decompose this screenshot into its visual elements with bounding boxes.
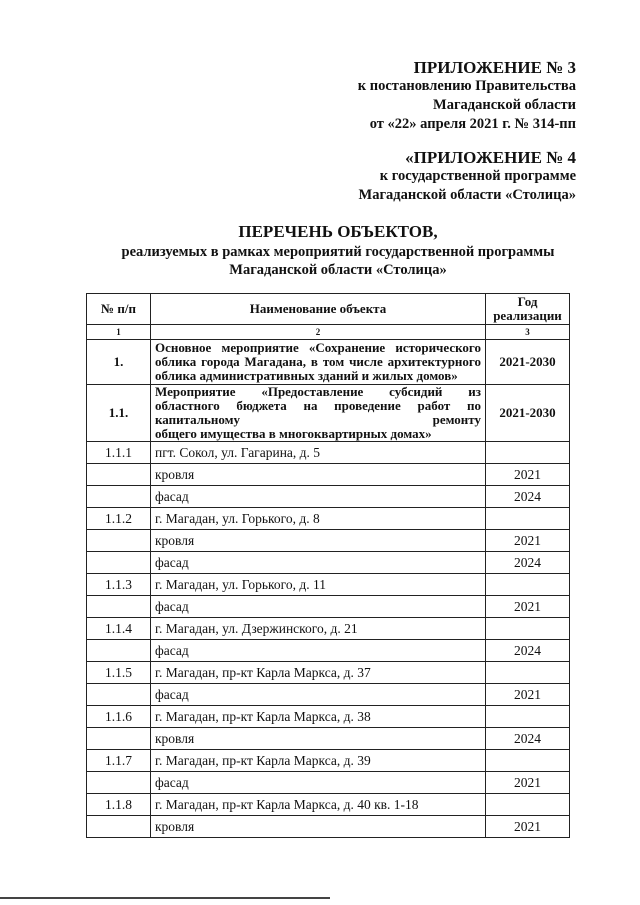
sub-activity-row <box>87 385 570 442</box>
appendix-3-line2: к постановлению Правительства <box>357 78 576 94</box>
sub-activity-name-l1: Мероприятие «Предоставление субсидий из областного <box>155 384 481 413</box>
row-name: г. Магадан, пр-кт Карла Маркса, д. 40 кв. 1-18 <box>151 794 486 816</box>
row-year: 2021 <box>486 530 570 552</box>
header-year-line1: Год <box>517 294 538 309</box>
main-activity-name-l1: Основное мероприятие «Сохранение исторического <box>155 340 481 355</box>
table-index-row <box>87 325 570 340</box>
row-name: кровля <box>151 728 486 750</box>
table-row <box>87 706 570 728</box>
document-subtitle-line1: реализуемых в рамках мероприятий государственной программы <box>121 244 555 260</box>
sub-activity-name-l3: общего имущества в многоквартирных домах» <box>155 426 432 441</box>
table-row <box>87 552 570 574</box>
row-year <box>486 508 570 530</box>
row-num: 1.1.8 <box>87 794 151 816</box>
row-num <box>87 486 151 508</box>
row-name: г. Магадан, ул. Горького, д. 11 <box>151 574 486 596</box>
row-num <box>87 684 151 706</box>
row-year <box>486 794 570 816</box>
table-row <box>87 596 570 618</box>
table-row <box>87 750 570 772</box>
table-header-row <box>87 294 570 325</box>
row-num: 1.1.3 <box>87 574 151 596</box>
table-row <box>87 618 570 640</box>
index-col-3: 3 <box>486 325 570 340</box>
row-num: 1.1.7 <box>87 750 151 772</box>
main-activity-name-l3: облика административных зданий и жилых домов» <box>155 368 458 383</box>
appendix-3-line3: Магаданской области <box>433 97 576 113</box>
header-year-line2: реализации <box>493 308 562 323</box>
document-title: ПЕРЕЧЕНЬ ОБЪЕКТОВ, <box>238 222 438 241</box>
sub-activity-name-l2: бюджета на проведение работ по капитальному ремонту <box>155 398 481 427</box>
table-row <box>87 640 570 662</box>
table-row <box>87 442 570 464</box>
sub-activity-num: 1.1. <box>87 385 151 442</box>
row-num <box>87 464 151 486</box>
row-year: 2024 <box>486 486 570 508</box>
index-col-1: 1 <box>87 325 151 340</box>
main-activity-name-l2: облика города Магадана, в том числе архитектурного <box>155 354 481 369</box>
row-num <box>87 640 151 662</box>
row-year: 2021 <box>486 596 570 618</box>
appendix-4-title: «ПРИЛОЖЕНИЕ № 4 <box>405 148 576 167</box>
row-year: 2024 <box>486 640 570 662</box>
document-subtitle-line2: Магаданской области «Столица» <box>229 262 447 278</box>
row-num: 1.1.6 <box>87 706 151 728</box>
table-row <box>87 728 570 750</box>
row-name: г. Магадан, пр-кт Карла Маркса, д. 39 <box>151 750 486 772</box>
row-year: 2021 <box>486 684 570 706</box>
row-year <box>486 706 570 728</box>
header-year <box>486 294 570 325</box>
row-year: 2021 <box>486 772 570 794</box>
row-num <box>87 552 151 574</box>
row-name: фасад <box>151 552 486 574</box>
appendix-3-line4: от «22» апреля 2021 г. № 314-пп <box>369 116 576 132</box>
row-name: г. Магадан, ул. Горького, д. 8 <box>151 508 486 530</box>
appendix-3-title: ПРИЛОЖЕНИЕ № 3 <box>413 58 576 77</box>
sub-activity-year: 2021-2030 <box>486 385 570 442</box>
table-row <box>87 662 570 684</box>
row-num <box>87 772 151 794</box>
header-num: № п/п <box>87 294 151 325</box>
main-activity-num: 1. <box>87 340 151 385</box>
row-name: пгт. Сокол, ул. Гагарина, д. 5 <box>151 442 486 464</box>
row-name: фасад <box>151 684 486 706</box>
row-num <box>87 728 151 750</box>
table-row <box>87 508 570 530</box>
document-subtitle <box>62 243 614 279</box>
table-row <box>87 486 570 508</box>
main-activity-row <box>87 340 570 385</box>
row-name: г. Магадан, ул. Дзержинского, д. 21 <box>151 618 486 640</box>
row-num: 1.1.5 <box>87 662 151 684</box>
row-num <box>87 596 151 618</box>
row-year: 2024 <box>486 552 570 574</box>
table-row <box>87 794 570 816</box>
row-name: кровля <box>151 816 486 838</box>
row-year: 2021 <box>486 816 570 838</box>
row-name: фасад <box>151 486 486 508</box>
row-num: 1.1.4 <box>87 618 151 640</box>
sub-activity-name <box>151 385 486 442</box>
index-col-2: 2 <box>151 325 486 340</box>
main-activity-year: 2021-2030 <box>486 340 570 385</box>
table-row <box>87 684 570 706</box>
row-num <box>87 816 151 838</box>
table-row <box>87 530 570 552</box>
row-name: фасад <box>151 640 486 662</box>
row-name: г. Магадан, пр-кт Карла Маркса, д. 38 <box>151 706 486 728</box>
row-year <box>486 750 570 772</box>
row-year <box>486 442 570 464</box>
row-name: кровля <box>151 464 486 486</box>
row-year <box>486 574 570 596</box>
table-row <box>87 464 570 486</box>
table-row <box>87 574 570 596</box>
appendix-3-header <box>358 58 576 134</box>
row-year <box>486 662 570 684</box>
row-year: 2024 <box>486 728 570 750</box>
appendix-4-header <box>359 148 576 205</box>
main-activity-name <box>151 340 486 385</box>
appendix-4-line2: к государственной программе <box>379 168 576 184</box>
row-name: кровля <box>151 530 486 552</box>
row-num <box>87 530 151 552</box>
row-name: г. Магадан, пр-кт Карла Маркса, д. 37 <box>151 662 486 684</box>
table-row <box>87 816 570 838</box>
objects-table <box>86 293 570 838</box>
header-name: Наименование объекта <box>151 294 486 325</box>
row-num: 1.1.1 <box>87 442 151 464</box>
appendix-4-line3: Магаданской области «Столица» <box>358 187 576 203</box>
row-num: 1.1.2 <box>87 508 151 530</box>
row-name: фасад <box>151 772 486 794</box>
table-row <box>87 772 570 794</box>
row-year <box>486 618 570 640</box>
scan-edge-line <box>0 897 330 899</box>
row-name: фасад <box>151 596 486 618</box>
row-year: 2021 <box>486 464 570 486</box>
